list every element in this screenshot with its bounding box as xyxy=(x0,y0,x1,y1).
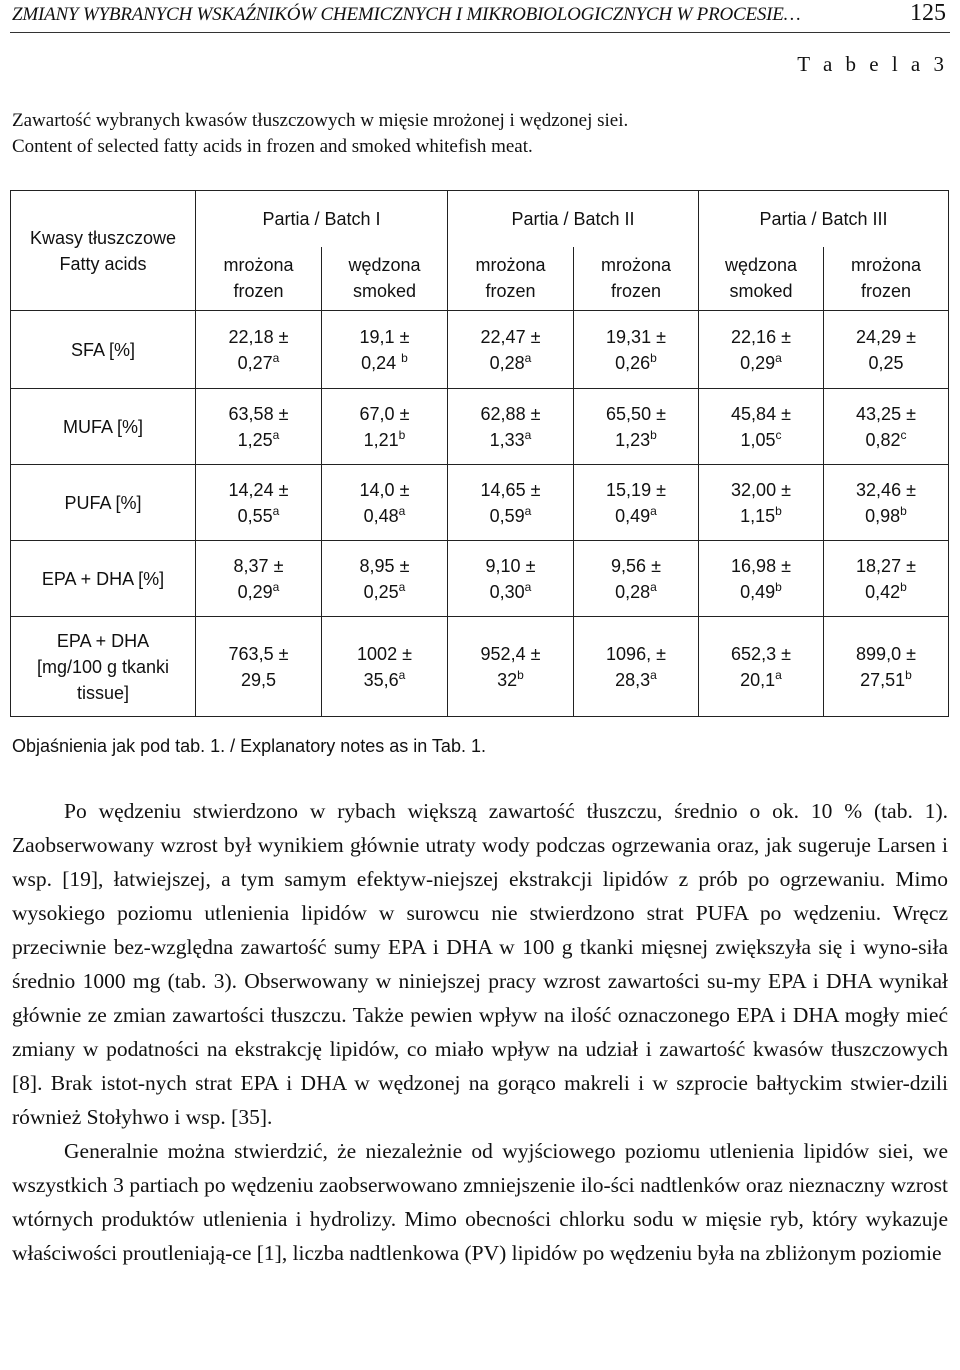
table-cell xyxy=(699,541,824,617)
cell-mean: 763,5 ± xyxy=(228,643,289,664)
row-header-pl: Kwasy tłuszczowe xyxy=(29,227,177,248)
table-row xyxy=(11,389,949,465)
cell-mean: 63,58 ± xyxy=(228,403,289,424)
cell-sd: 32 xyxy=(497,669,518,690)
significance-letter: a xyxy=(524,350,532,365)
cell-sd: 20,1 xyxy=(740,669,776,690)
row-header-en: Fatty acids xyxy=(59,253,147,274)
column-header-pl: mrożona xyxy=(850,255,922,276)
cell-sd: 0,29 xyxy=(740,352,776,373)
significance-letter: a xyxy=(272,427,280,442)
table-cell xyxy=(574,311,699,389)
cell-mean: 67,0 ± xyxy=(359,403,410,424)
cell-mean: 19,1 ± xyxy=(359,326,410,347)
column-header-en: frozen xyxy=(860,281,912,302)
paragraph: Po wędzeniu stwierdzono w rybach większą zawartość tłuszczu, średnio o ok. 10 % (tab. 1). Zaobserwowany wzrost był wynikiem głównie utraty wody podczas ogrzewania oraz, jak sugeruje Larsen i wsp. [19], łatwiejszej, a tym samym efektyw-niejszej ekstrakcji lipidów z prób po ogrzewaniu. Mimo wysokiego poziomu utlenienia lipidów w surowcu nie stwierdzono strat PUFA po wędzeniu. Wręcz przeciwnie bez-względna zawartość sumy EPA i DHA w 100 g tkanki mięsnej zwiększyła się i wyno-siła średnio 1000 mg (tab. 3). Obserwowany w niniejszej pracy wzrost zawartości su-my EPA i DHA wynikał głównie ze zmian zawartości tłuszczu. Także pewien wpływ na ilość oznaczonego EPA i DHA mogły mieć zmiany w podatności na ekstrakcję lipidów, co miało wpływ na udział i zawartość kwasów tłuszczowych [8]. Brak istot-nych strat EPA i DHA w wędzonej na gorąco makreli i w szprocie bałtyckim stwier-dzili również Stołyhwo i wsp. [35]. xyxy=(12,799,948,1129)
cell-mean: 14,0 ± xyxy=(359,479,410,500)
table-label: T a b e l a 3 xyxy=(797,52,948,76)
cell-sd: 0,55 xyxy=(237,505,273,526)
table-cell xyxy=(574,541,699,617)
cell-mean: 16,98 ± xyxy=(731,555,791,576)
cell-mean: 1002 ± xyxy=(357,643,412,664)
table-cell xyxy=(574,389,699,465)
cell-sd: 0,30 xyxy=(489,581,525,602)
table-cell xyxy=(448,541,574,617)
table-cell xyxy=(322,311,448,389)
table-notes: Objaśnienia jak pod tab. 1. / Explanatory notes as in Tab. 1. xyxy=(12,736,486,756)
significance-letter: a xyxy=(272,579,280,594)
column-header xyxy=(448,247,574,311)
column-header-pl: mrożona xyxy=(223,255,294,276)
cell-sd: 0,24 xyxy=(361,352,402,373)
significance-letter: a xyxy=(650,667,657,682)
table-cell xyxy=(824,541,949,617)
table-cell xyxy=(322,465,448,541)
cell-mean: 8,37 ± xyxy=(233,555,284,576)
significance-letter: a xyxy=(650,579,657,594)
column-header xyxy=(699,247,824,311)
row-label: PUFA [%] xyxy=(11,465,196,541)
cell-mean: 22,47 ± xyxy=(480,326,541,347)
cell-sd: 1,25 xyxy=(237,429,273,450)
significance-letter: a xyxy=(524,503,532,518)
significance-letter: a xyxy=(398,503,406,518)
table-cell xyxy=(699,389,824,465)
row-label: EPA + DHA [%] xyxy=(11,541,196,617)
cell-sd: 0,27 xyxy=(237,352,273,373)
table-row xyxy=(11,311,949,389)
cell-mean: 19,31 ± xyxy=(606,326,666,347)
significance-letter: b xyxy=(900,579,907,594)
table-cell xyxy=(448,311,574,389)
significance-letter: a xyxy=(398,667,406,682)
column-header xyxy=(322,247,448,311)
cell-sd: 0,25 xyxy=(868,352,904,373)
significance-letter: a xyxy=(272,350,280,365)
table-cell xyxy=(699,617,824,717)
table-cell xyxy=(448,617,574,717)
table-cell xyxy=(699,311,824,389)
significance-letter: b xyxy=(398,427,406,442)
table-cell xyxy=(699,465,824,541)
cell-mean: 32,46 ± xyxy=(856,479,916,500)
cell-mean: 32,00 ± xyxy=(731,479,791,500)
table-cell xyxy=(574,465,699,541)
column-header-en: frozen xyxy=(485,281,536,302)
cell-mean: 952,4 ± xyxy=(480,643,541,664)
running-title: ZMIANY WYBRANYCH WSKAŹNIKÓW CHEMICZNYCH I MIKROBIOLOGICZNYCH W PROCESIE… xyxy=(12,4,801,25)
cell-mean: 9,10 ± xyxy=(485,555,536,576)
fatty-acids-table xyxy=(10,190,949,717)
table-cell xyxy=(824,311,949,389)
row-header-cell xyxy=(11,191,196,311)
table-row xyxy=(11,541,949,617)
table-cell xyxy=(196,465,322,541)
column-header-en: frozen xyxy=(233,281,284,302)
column-header xyxy=(574,247,699,311)
significance-letter: b xyxy=(905,667,912,682)
table-cell xyxy=(824,389,949,465)
cell-sd: 0,29 xyxy=(237,581,273,602)
cell-sd: 0,49 xyxy=(615,505,651,526)
cell-sd: 0,28 xyxy=(615,581,651,602)
table-cell xyxy=(824,617,949,717)
column-header-pl: wędzona xyxy=(348,255,421,276)
cell-sd: 1,33 xyxy=(489,429,525,450)
significance-letter: a xyxy=(524,427,532,442)
cell-sd: 0,26 xyxy=(615,352,651,373)
table-row xyxy=(11,465,949,541)
table-cell xyxy=(196,617,322,717)
table-caption-pl: Zawartość wybranych kwasów tłuszczowych w mięsie mrożonej i wędzonej siei. xyxy=(12,110,629,131)
cell-mean: 652,3 ± xyxy=(731,643,791,664)
cell-mean: 14,24 ± xyxy=(228,479,289,500)
paragraph: Generalnie można stwierdzić, że niezależnie od wyjściowego poziomu utlenienia lipidów siei, we wszystkich 3 partiach po wędzeniu zaobserwowano zmniejszenie ilo-ści nadtlenków oraz nieznaczny wzrost wtórnych produktów utlenienia i hydrolizy. Mimo obecności chlorku sodu w mięsie ryb, który wykazuje właściwości proutleniają-ce [1], liczba nadtlenkowa (PV) lipidów po wędzeniu była na zbliżonym poziomie xyxy=(12,1139,948,1265)
cell-sd: 35,6 xyxy=(363,669,399,690)
cell-sd: 0,25 xyxy=(363,581,399,602)
cell-sd: 0,48 xyxy=(363,505,399,526)
batch-header: Partia / Batch I xyxy=(196,191,448,247)
table-body xyxy=(11,311,949,717)
cell-sd: 29,5 xyxy=(240,669,277,690)
batch-header: Partia / Batch II xyxy=(448,191,699,247)
row-label: EPA + DHA [mg/100 g tkanki tissue] xyxy=(11,617,196,717)
cell-sd: 28,3 xyxy=(615,669,651,690)
running-header xyxy=(12,2,948,30)
significance-letter: a xyxy=(650,503,657,518)
column-header-en: frozen xyxy=(610,281,662,302)
table-cell xyxy=(448,389,574,465)
cell-sd: 0,42 xyxy=(865,581,901,602)
significance-letter: b xyxy=(775,503,782,518)
cell-mean: 62,88 ± xyxy=(480,403,541,424)
table-cell xyxy=(322,541,448,617)
significance-letter: a xyxy=(524,579,532,594)
row-label: MUFA [%] xyxy=(11,389,196,465)
column-header xyxy=(196,247,322,311)
cell-sd: 1,23 xyxy=(615,429,651,450)
table-caption-en: Content of selected fatty acids in frozen and smoked whitefish meat. xyxy=(12,136,533,157)
header-rule xyxy=(10,32,950,33)
batch-header: Partia / Batch III xyxy=(699,191,949,247)
significance-letter: c xyxy=(900,427,907,442)
significance-letter: b xyxy=(650,427,657,442)
cell-sd: 0,82 xyxy=(865,429,901,450)
cell-sd: 1,05 xyxy=(740,429,776,450)
table-row xyxy=(11,617,949,717)
table-cell xyxy=(824,465,949,541)
table-cell xyxy=(196,389,322,465)
cell-sd: 0,49 xyxy=(740,581,776,602)
significance-letter: a xyxy=(775,350,782,365)
cell-mean: 18,27 ± xyxy=(856,555,916,576)
cell-sd: 0,98 xyxy=(865,505,901,526)
table-cell xyxy=(196,541,322,617)
cell-mean: 45,84 ± xyxy=(731,403,791,424)
cell-sd: 0,28 xyxy=(489,352,525,373)
table-cell xyxy=(196,311,322,389)
significance-letter: a xyxy=(272,503,280,518)
column-header-pl: wędzona xyxy=(724,255,798,276)
significance-letter: a xyxy=(775,667,782,682)
significance-letter: b xyxy=(650,350,657,365)
table-cell xyxy=(448,465,574,541)
cell-sd: 0,59 xyxy=(489,505,525,526)
column-header-pl: mrożona xyxy=(475,255,546,276)
cell-sd: 1,21 xyxy=(363,429,399,450)
cell-mean: 9,56 ± xyxy=(611,555,661,576)
significance-letter: c xyxy=(775,427,782,442)
cell-mean: 65,50 ± xyxy=(606,403,666,424)
column-header xyxy=(824,247,949,311)
cell-mean: 24,29 ± xyxy=(856,326,916,347)
table-cell xyxy=(322,389,448,465)
table-cell xyxy=(574,617,699,717)
significance-letter: b xyxy=(900,503,907,518)
cell-mean: 899,0 ± xyxy=(856,643,916,664)
cell-sd: 27,51 xyxy=(860,669,906,690)
cell-mean: 8,95 ± xyxy=(359,555,410,576)
cell-mean: 15,19 ± xyxy=(606,479,666,500)
table-cell xyxy=(322,617,448,717)
cell-mean: 43,25 ± xyxy=(856,403,916,424)
column-header-en: smoked xyxy=(729,281,793,302)
significance-letter: a xyxy=(398,579,406,594)
column-header-en: smoked xyxy=(352,281,417,302)
cell-mean: 22,16 ± xyxy=(731,326,791,347)
row-label: SFA [%] xyxy=(11,311,196,389)
body-text xyxy=(12,794,948,1270)
significance-letter: b xyxy=(517,667,524,682)
cell-mean: 1096, ± xyxy=(606,643,666,664)
cell-mean: 14,65 ± xyxy=(480,479,541,500)
significance-letter: b xyxy=(775,579,782,594)
cell-sd: 1,15 xyxy=(740,505,776,526)
page-number: 125 xyxy=(910,0,946,26)
column-header-pl: mrożona xyxy=(600,255,672,276)
cell-mean: 22,18 ± xyxy=(228,326,289,347)
significance-letter: b xyxy=(401,350,408,365)
